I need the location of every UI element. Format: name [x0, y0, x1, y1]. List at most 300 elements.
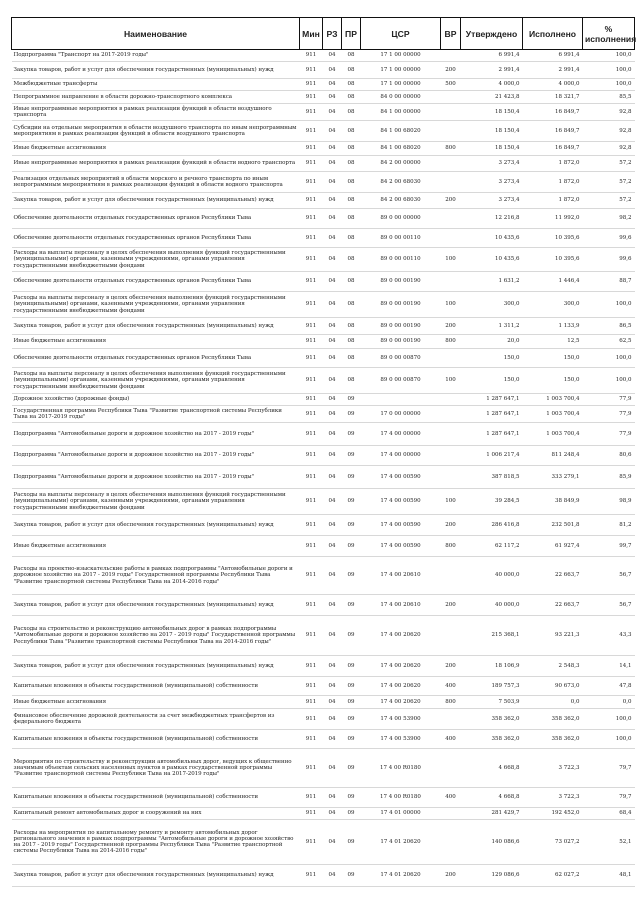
row-vr: 200 — [441, 318, 461, 335]
row-vr: 800 — [441, 696, 461, 709]
table-row — [12, 91, 635, 104]
row-name: Подпрограмма "Транспорт на 2017-2019 годы" — [12, 50, 300, 62]
table-row — [12, 349, 635, 368]
row-pr: 08 — [342, 91, 361, 104]
table-row — [12, 272, 635, 292]
row-percent: 92,8 — [583, 142, 635, 156]
row-executed: 2 548,3 — [523, 656, 583, 677]
row-approved: 40 000,0 — [461, 595, 523, 616]
row-approved: 300,0 — [461, 292, 523, 318]
row-csr: 89 0 00 00190 — [361, 335, 441, 349]
row-name: Дорожное хозяйство (дорожные фонды) — [12, 394, 300, 406]
row-percent: 85,9 — [583, 466, 635, 489]
row-csr: 17 4 00 00000 — [361, 423, 441, 446]
row-executed: 358 362,0 — [523, 709, 583, 730]
row-percent: 92,8 — [583, 104, 635, 121]
row-executed: 232 501,8 — [523, 515, 583, 536]
row-csr: 84 1 00 68020 — [361, 121, 441, 142]
row-name: Закупка товаров, работ и услуг для обеспечения государственных (муниципальных) нужд — [12, 318, 300, 335]
budget-execution-table — [11, 17, 635, 887]
row-name: Расходы на проектно-изыскательские работы в рамках подпрограммы "Автомобильные дороги и дорожное хозяйство на 2017 - 2019 годы" Государственной программы Республики Тыва "Развитие транспортной системы Республики Тыва на 2014-2016 годы" — [12, 557, 300, 595]
row-percent: 100,0 — [583, 50, 635, 62]
row-executed: 150,0 — [523, 349, 583, 368]
row-pr: 08 — [342, 349, 361, 368]
row-rz: 04 — [323, 229, 342, 248]
header-approved: Утверждено — [461, 18, 523, 50]
row-rz: 04 — [323, 466, 342, 489]
row-approved: 1 631,2 — [461, 272, 523, 292]
row-name: Расходы на выплаты персоналу в целях обеспечения выполнения функций государственными (муниципальными) органами, казенными учреждениями, органами управления государственными внебюджетными фондами — [12, 368, 300, 394]
table-row — [12, 423, 635, 446]
row-percent: 100,0 — [583, 292, 635, 318]
row-executed: 3 722,3 — [523, 749, 583, 788]
row-pr: 08 — [342, 50, 361, 62]
row-rz: 04 — [323, 121, 342, 142]
table-row — [12, 616, 635, 656]
row-vr — [441, 423, 461, 446]
row-name: Иные непрограммные мероприятия в рамках реализации функций в области водного транспорта — [12, 156, 300, 172]
row-pr: 08 — [342, 272, 361, 292]
row-rz: 04 — [323, 677, 342, 696]
table-row — [12, 595, 635, 616]
row-min: 911 — [300, 808, 323, 820]
row-vr: 400 — [441, 788, 461, 808]
row-executed: 1 003 700,4 — [523, 423, 583, 446]
row-csr: 17 4 00 R0180 — [361, 749, 441, 788]
row-csr: 17 4 00 00590 — [361, 515, 441, 536]
row-csr: 89 0 00 00110 — [361, 248, 441, 272]
row-name: Реализация отдельных мероприятий в области морского и речного транспорта по иным непрограммным мероприятиям в рамках реализации функций в области водного транспорта — [12, 172, 300, 193]
row-executed: 1 133,9 — [523, 318, 583, 335]
row-csr: 17 4 00 53900 — [361, 730, 441, 749]
row-executed: 10 395,6 — [523, 248, 583, 272]
row-approved: 3 273,4 — [461, 156, 523, 172]
row-executed: 90 673,0 — [523, 677, 583, 696]
row-name: Капитальный ремонт автомобильных дорог и сооружений на них — [12, 808, 300, 820]
row-executed: 1 003 700,4 — [523, 406, 583, 423]
table-row — [12, 209, 635, 229]
row-rz: 04 — [323, 406, 342, 423]
row-rz: 04 — [323, 865, 342, 887]
row-executed: 6 991,4 — [523, 50, 583, 62]
row-executed: 62 027,2 — [523, 865, 583, 887]
row-pr: 08 — [342, 335, 361, 349]
row-csr: 17 4 00 R0180 — [361, 788, 441, 808]
row-name: Иные бюджетные ассигнования — [12, 696, 300, 709]
row-min: 911 — [300, 318, 323, 335]
row-min: 911 — [300, 62, 323, 79]
row-name: Подпрограмма "Автомобильные дороги и дорожное хозяйство на 2017 - 2019 годы" — [12, 466, 300, 489]
row-percent: 100,0 — [583, 62, 635, 79]
row-csr: 17 1 00 00000 — [361, 50, 441, 62]
row-name: Расходы на строительство и реконструкцию автомобильных дорог в рамках подпрограммы "Автомобильные дороги и дорожное хозяйство на 2017 - 2019 годы" Государственной программы Республики Тыва "Развитие транспортной системы Республики Тыва на 2014-2016 годы" — [12, 616, 300, 656]
row-name: Закупка товаров, работ и услуг для обеспечения государственных (муниципальных) нужд — [12, 515, 300, 536]
table-row — [12, 446, 635, 466]
row-name: Обеспечение деятельности отдельных государственных органов Республики Тыва — [12, 209, 300, 229]
row-min: 911 — [300, 368, 323, 394]
row-min: 911 — [300, 121, 323, 142]
row-rz: 04 — [323, 749, 342, 788]
row-pr: 08 — [342, 368, 361, 394]
row-min: 911 — [300, 272, 323, 292]
row-approved: 286 416,8 — [461, 515, 523, 536]
row-vr: 200 — [441, 595, 461, 616]
table-header-row — [12, 18, 635, 50]
row-rz: 04 — [323, 536, 342, 557]
row-name: Финансовое обеспечение дорожной деятельности за счет межбюджетных трансфертов из федерального бюджета — [12, 709, 300, 730]
row-pr: 09 — [342, 446, 361, 466]
row-pr: 08 — [342, 209, 361, 229]
row-name: Мероприятия по строительству и реконструкции автомобильных дорог, ведущих к общественно значимым объектам сельских населенных пунктов в рамках государственной программы "Развитие транспортной системы Республики Тыва на 2017-2019 годы" — [12, 749, 300, 788]
row-pr: 09 — [342, 808, 361, 820]
row-vr: 800 — [441, 536, 461, 557]
row-min: 911 — [300, 156, 323, 172]
row-vr — [441, 104, 461, 121]
row-vr — [441, 709, 461, 730]
row-rz: 04 — [323, 696, 342, 709]
row-csr: 17 4 00 20620 — [361, 696, 441, 709]
row-pr: 09 — [342, 749, 361, 788]
row-vr — [441, 209, 461, 229]
table-row — [12, 62, 635, 79]
row-pr: 08 — [342, 292, 361, 318]
row-percent: 56,7 — [583, 557, 635, 595]
row-vr: 200 — [441, 515, 461, 536]
row-name: Непрограммное направление в области дорожно-транспортного комплекса — [12, 91, 300, 104]
row-vr — [441, 349, 461, 368]
row-approved: 7 503,9 — [461, 696, 523, 709]
row-approved: 18 106,9 — [461, 656, 523, 677]
row-name: Расходы на мероприятия по капитальному ремонту и ремонту автомобильных дорог регионального значения в рамках подпрограммы "Автомобильные дороги и дорожное хозяйство на 2017 - 2019 годы" Государственной программы Республики Тыва "Развитие транспортной системы Республики Тыва на 2014-2016 годы" — [12, 820, 300, 865]
row-pr: 09 — [342, 677, 361, 696]
table-row — [12, 394, 635, 406]
row-vr: 100 — [441, 292, 461, 318]
row-csr: 89 0 00 00190 — [361, 318, 441, 335]
row-rz: 04 — [323, 349, 342, 368]
row-rz: 04 — [323, 656, 342, 677]
row-pr: 09 — [342, 616, 361, 656]
row-pr: 09 — [342, 489, 361, 515]
table-row — [12, 788, 635, 808]
row-csr: 17 4 00 20610 — [361, 557, 441, 595]
row-name: Капитальные вложения в объекты государственной (муниципальной) собственности — [12, 730, 300, 749]
row-executed: 4 000,0 — [523, 79, 583, 91]
row-executed: 73 027,2 — [523, 820, 583, 865]
header-rz: РЗ — [323, 18, 342, 50]
row-vr — [441, 406, 461, 423]
row-percent: 77,9 — [583, 394, 635, 406]
row-percent: 98,9 — [583, 489, 635, 515]
table-row — [12, 515, 635, 536]
row-executed: 16 849,7 — [523, 121, 583, 142]
row-executed: 38 849,9 — [523, 489, 583, 515]
row-executed: 18 321,7 — [523, 91, 583, 104]
row-approved: 21 423,8 — [461, 91, 523, 104]
row-vr — [441, 820, 461, 865]
row-csr: 84 2 00 68030 — [361, 193, 441, 209]
row-executed: 93 221,3 — [523, 616, 583, 656]
row-rz: 04 — [323, 104, 342, 121]
row-rz: 04 — [323, 595, 342, 616]
row-executed: 1 872,0 — [523, 193, 583, 209]
row-pr: 09 — [342, 515, 361, 536]
row-vr: 200 — [441, 865, 461, 887]
row-approved: 3 273,4 — [461, 172, 523, 193]
row-csr: 17 4 00 20620 — [361, 677, 441, 696]
row-pr: 09 — [342, 820, 361, 865]
row-csr: 17 4 01 20620 — [361, 865, 441, 887]
row-name: Субсидии на отдельные мероприятия в области воздушного транспорта по иным непрограммным мероприятиям в рамках реализации функций в области воздушного транспорта — [12, 121, 300, 142]
row-vr — [441, 557, 461, 595]
row-pr: 08 — [342, 172, 361, 193]
row-rz: 04 — [323, 489, 342, 515]
row-name: Обеспечение деятельности отдельных государственных органов Республики Тыва — [12, 272, 300, 292]
row-min: 911 — [300, 349, 323, 368]
row-percent: 100,0 — [583, 349, 635, 368]
row-min: 911 — [300, 466, 323, 489]
row-executed: 10 395,6 — [523, 229, 583, 248]
row-rz: 04 — [323, 709, 342, 730]
row-name: Расходы на выплаты персоналу в целях обеспечения выполнения функций государственными (муниципальными) органами, казенными учреждениями, органами управления государственными внебюджетными фондами — [12, 292, 300, 318]
row-percent: 98,2 — [583, 209, 635, 229]
row-percent: 100,0 — [583, 368, 635, 394]
row-rz: 04 — [323, 616, 342, 656]
row-percent: 56,7 — [583, 595, 635, 616]
row-min: 911 — [300, 172, 323, 193]
row-rz: 04 — [323, 557, 342, 595]
header-pr: ПР — [342, 18, 361, 50]
row-executed: 300,0 — [523, 292, 583, 318]
table-row — [12, 709, 635, 730]
row-executed: 22 663,7 — [523, 595, 583, 616]
row-rz: 04 — [323, 515, 342, 536]
row-min: 911 — [300, 446, 323, 466]
row-rz: 04 — [323, 318, 342, 335]
row-name: Иные бюджетные ассигнования — [12, 142, 300, 156]
row-percent: 48,1 — [583, 865, 635, 887]
row-executed: 12,5 — [523, 335, 583, 349]
row-percent: 57,2 — [583, 172, 635, 193]
table-row — [12, 808, 635, 820]
row-csr: 17 4 00 00590 — [361, 536, 441, 557]
row-approved: 40 000,0 — [461, 557, 523, 595]
row-percent: 68,4 — [583, 808, 635, 820]
row-min: 911 — [300, 709, 323, 730]
row-min: 911 — [300, 142, 323, 156]
row-approved: 140 086,6 — [461, 820, 523, 865]
row-min: 911 — [300, 50, 323, 62]
row-vr: 100 — [441, 368, 461, 394]
row-approved: 189 757,3 — [461, 677, 523, 696]
row-approved: 20,0 — [461, 335, 523, 349]
row-vr — [441, 466, 461, 489]
row-csr: 17 4 00 00590 — [361, 489, 441, 515]
row-pr: 08 — [342, 62, 361, 79]
row-rz: 04 — [323, 156, 342, 172]
row-vr — [441, 446, 461, 466]
row-min: 911 — [300, 394, 323, 406]
table-row — [12, 292, 635, 318]
row-approved: 12 216,8 — [461, 209, 523, 229]
row-min: 911 — [300, 209, 323, 229]
row-min: 911 — [300, 595, 323, 616]
table-row — [12, 466, 635, 489]
row-min: 911 — [300, 193, 323, 209]
table-row — [12, 193, 635, 209]
header-name: Наименование — [12, 18, 300, 50]
row-pr: 09 — [342, 394, 361, 406]
row-name: Иные непрограммные мероприятия в рамках реализации функций в области воздушного транспорта — [12, 104, 300, 121]
row-percent: 14,1 — [583, 656, 635, 677]
row-pr: 08 — [342, 142, 361, 156]
row-percent: 86,5 — [583, 318, 635, 335]
row-min: 911 — [300, 820, 323, 865]
row-csr: 84 0 00 00000 — [361, 91, 441, 104]
row-csr: 17 4 00 20620 — [361, 656, 441, 677]
row-approved: 1 287 647,1 — [461, 394, 523, 406]
row-csr — [361, 394, 441, 406]
row-csr: 17 4 00 20610 — [361, 595, 441, 616]
row-min: 911 — [300, 335, 323, 349]
row-approved: 358 362,0 — [461, 730, 523, 749]
table-row — [12, 50, 635, 62]
table-row — [12, 335, 635, 349]
row-csr: 17 4 01 00000 — [361, 808, 441, 820]
row-vr — [441, 121, 461, 142]
row-approved: 39 284,5 — [461, 489, 523, 515]
row-approved: 4 668,8 — [461, 749, 523, 788]
row-percent: 62,5 — [583, 335, 635, 349]
row-csr: 84 2 00 68030 — [361, 172, 441, 193]
row-csr: 84 1 00 68020 — [361, 142, 441, 156]
row-approved: 10 435,6 — [461, 229, 523, 248]
row-csr: 17 1 00 00000 — [361, 79, 441, 91]
row-rz: 04 — [323, 50, 342, 62]
row-executed: 11 992,0 — [523, 209, 583, 229]
row-rz: 04 — [323, 79, 342, 91]
table-row — [12, 749, 635, 788]
row-csr: 84 2 00 00000 — [361, 156, 441, 172]
row-min: 911 — [300, 557, 323, 595]
row-approved: 18 150,4 — [461, 121, 523, 142]
row-approved: 18 150,4 — [461, 142, 523, 156]
row-vr: 800 — [441, 335, 461, 349]
row-executed: 16 849,7 — [523, 104, 583, 121]
row-pr: 09 — [342, 865, 361, 887]
row-min: 911 — [300, 489, 323, 515]
table-row — [12, 820, 635, 865]
row-percent: 99,6 — [583, 229, 635, 248]
table-row — [12, 677, 635, 696]
row-min: 911 — [300, 423, 323, 446]
row-min: 911 — [300, 79, 323, 91]
row-name: Иные бюджетные ассигнования — [12, 536, 300, 557]
row-executed: 2 991,4 — [523, 62, 583, 79]
row-name: Закупка товаров, работ и услуг для обеспечения государственных (муниципальных) нужд — [12, 865, 300, 887]
row-approved: 281 429,7 — [461, 808, 523, 820]
row-csr: 17 4 00 53900 — [361, 709, 441, 730]
row-name: Закупка товаров, работ и услуг для обеспечения государственных (муниципальных) нужд — [12, 62, 300, 79]
row-csr: 89 0 00 00110 — [361, 229, 441, 248]
row-vr: 400 — [441, 677, 461, 696]
row-vr — [441, 91, 461, 104]
row-approved: 1 311,2 — [461, 318, 523, 335]
row-pr: 09 — [342, 696, 361, 709]
row-executed: 61 927,4 — [523, 536, 583, 557]
row-rz: 04 — [323, 423, 342, 446]
row-executed: 333 279,1 — [523, 466, 583, 489]
header-min: Мин — [300, 18, 323, 50]
row-pr: 08 — [342, 193, 361, 209]
row-percent: 43,3 — [583, 616, 635, 656]
row-vr: 200 — [441, 62, 461, 79]
table-row — [12, 368, 635, 394]
row-min: 911 — [300, 104, 323, 121]
row-csr: 84 1 00 00000 — [361, 104, 441, 121]
row-pr: 08 — [342, 121, 361, 142]
row-percent: 100,0 — [583, 730, 635, 749]
row-rz: 04 — [323, 788, 342, 808]
table-row — [12, 557, 635, 595]
header-percent: % исполнения — [583, 18, 635, 50]
row-executed: 1 446,4 — [523, 272, 583, 292]
row-pr: 09 — [342, 656, 361, 677]
row-rz: 04 — [323, 820, 342, 865]
row-min: 911 — [300, 91, 323, 104]
row-vr: 200 — [441, 193, 461, 209]
row-approved: 387 818,5 — [461, 466, 523, 489]
row-csr: 89 0 00 00190 — [361, 272, 441, 292]
row-pr: 08 — [342, 229, 361, 248]
row-min: 911 — [300, 616, 323, 656]
row-min: 911 — [300, 536, 323, 557]
row-approved: 1 287 647,1 — [461, 423, 523, 446]
row-min: 911 — [300, 292, 323, 318]
row-percent: 80,6 — [583, 446, 635, 466]
row-csr: 17 4 00 20620 — [361, 616, 441, 656]
row-percent: 88,7 — [583, 272, 635, 292]
row-csr: 89 0 00 00870 — [361, 368, 441, 394]
row-percent: 85,5 — [583, 91, 635, 104]
row-executed: 150,0 — [523, 368, 583, 394]
row-min: 911 — [300, 229, 323, 248]
table-row — [12, 406, 635, 423]
row-name: Закупка товаров, работ и услуг для обеспечения государственных (муниципальных) нужд — [12, 193, 300, 209]
row-rz: 04 — [323, 62, 342, 79]
row-name: Обеспечение деятельности отдельных государственных органов Республики Тыва — [12, 229, 300, 248]
row-rz: 04 — [323, 808, 342, 820]
row-vr: 200 — [441, 656, 461, 677]
row-executed: 1 003 700,4 — [523, 394, 583, 406]
table-row — [12, 248, 635, 272]
row-executed: 811 248,4 — [523, 446, 583, 466]
row-rz: 04 — [323, 248, 342, 272]
row-percent: 100,0 — [583, 79, 635, 91]
row-approved: 150,0 — [461, 368, 523, 394]
row-csr: 17 4 00 00590 — [361, 466, 441, 489]
row-pr: 09 — [342, 788, 361, 808]
row-approved: 215 368,1 — [461, 616, 523, 656]
table-row — [12, 536, 635, 557]
row-executed: 3 722,3 — [523, 788, 583, 808]
row-min: 911 — [300, 406, 323, 423]
row-executed: 1 872,0 — [523, 172, 583, 193]
row-vr — [441, 808, 461, 820]
row-rz: 04 — [323, 292, 342, 318]
table-row — [12, 229, 635, 248]
table-row — [12, 104, 635, 121]
row-executed: 0,0 — [523, 696, 583, 709]
